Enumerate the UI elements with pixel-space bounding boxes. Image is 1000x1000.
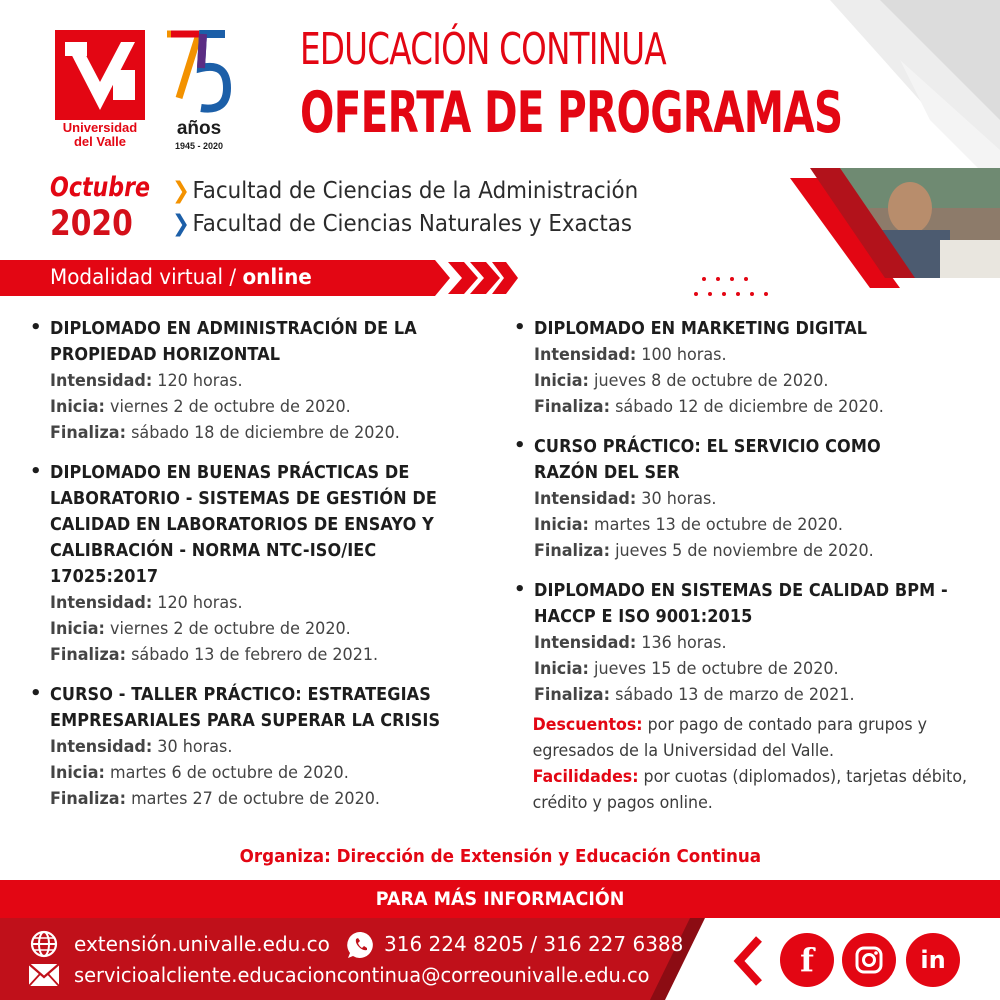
program-end: Finaliza: sábado 13 de marzo de 2021. — [534, 685, 855, 705]
modality-text — [50, 265, 312, 289]
modality-online: online — [242, 265, 312, 289]
globe-icon — [30, 930, 58, 958]
program-start: Inicia: viernes 2 de octubre de 2020. — [50, 619, 351, 639]
instagram-glyph — [854, 945, 884, 975]
bullet-icon: • — [514, 317, 526, 338]
chevron-right-icon: ❯ — [172, 178, 190, 204]
program-start: Inicia: jueves 8 de octubre de 2020. — [534, 371, 829, 391]
date-month: Octubre — [50, 172, 151, 203]
title-oferta-programas: OFERTA DE PROGRAMAS — [300, 80, 843, 146]
whatsapp-icon — [346, 930, 376, 960]
program-intensity: Intensidad: 120 horas. — [50, 371, 243, 391]
program-intensity: Intensidad: 30 horas. — [534, 489, 717, 509]
instagram-icon[interactable] — [842, 933, 896, 987]
bullet-icon: • — [30, 317, 42, 338]
faculty-name-2: Facultad de Ciencias Naturales y Exactas — [192, 211, 633, 237]
program-title: CURSO PRÁCTICO: EL SERVICIO COMO RAZÓN DEL SER — [534, 437, 881, 483]
program-item — [514, 316, 984, 420]
program-intensity: Intensidad: 100 horas. — [534, 345, 727, 365]
discounts-note — [514, 712, 979, 764]
program-title: DIPLOMADO EN MARKETING DIGITAL — [534, 319, 868, 339]
bullet-icon: • — [30, 461, 42, 482]
program-item — [30, 682, 490, 812]
program-end: Finaliza: sábado 12 de diciembre de 2020. — [534, 397, 884, 417]
chevron-right-icon: ❯ — [172, 211, 190, 237]
chevron-left-icon — [733, 935, 765, 987]
organizer-line: Organiza: Dirección de Extensión y Educación Continua — [239, 846, 761, 867]
phone-numbers[interactable]: 316 224 8205 / 316 227 6388 — [384, 932, 684, 956]
bullet-icon: • — [514, 435, 526, 456]
program-start: Inicia: martes 13 de octubre de 2020. — [534, 515, 843, 535]
universidad-del-valle-logo — [55, 30, 145, 150]
program-title: DIPLOMADO EN SISTEMAS DE CALIDAD BPM - HACCP E ISO 9001:2015 — [534, 581, 948, 627]
linkedin-icon[interactable]: in — [906, 933, 960, 987]
date-year: 2020 — [50, 204, 133, 244]
website-link[interactable]: extensión.univalle.edu.co — [74, 932, 330, 956]
modality-prefix: Modalidad virtual / — [50, 265, 243, 289]
program-end: Finaliza: sábado 13 de febrero de 2021. — [50, 645, 379, 665]
program-title: CURSO - TALLER PRÁCTICO: ESTRATEGIAS EMPRESARIALES PARA SUPERAR LA CRISIS — [50, 685, 441, 731]
program-start: Inicia: jueves 15 de octubre de 2020. — [534, 659, 839, 679]
program-intensity: Intensidad: 30 horas. — [50, 737, 233, 757]
discounts-label: Descuentos: — [532, 715, 643, 735]
mail-icon — [28, 963, 60, 987]
program-intensity: Intensidad: 136 horas. — [534, 633, 727, 653]
program-title: DIPLOMADO EN ADMINISTRACIÓN DE LA PROPIEDAD HORIZONTAL — [50, 319, 417, 365]
program-item — [514, 578, 984, 708]
program-title: DIPLOMADO EN BUENAS PRÁCTICAS DE LABORATORIO - SISTEMAS DE GESTIÓN DE CALIDAD EN LABORATORIOS DE ENSAYO Y CALIBRACIÓN - NORMA NTC-ISO/IEC 17025:2017 — [50, 463, 437, 587]
facilities-note — [514, 764, 979, 816]
more-info-label: PARA MÁS INFORMACIÓN — [375, 888, 625, 910]
students-photo — [790, 168, 1000, 298]
logo-text-line1: Universidad — [62, 120, 138, 135]
program-item — [30, 460, 490, 668]
program-start: Inicia: viernes 2 de octubre de 2020. — [50, 397, 351, 417]
program-intensity: Intensidad: 120 horas. — [50, 593, 243, 613]
faculty-name-1: Facultad de Ciencias de la Administración — [192, 178, 639, 204]
program-start: Inicia: martes 6 de octubre de 2020. — [50, 763, 349, 783]
facebook-icon[interactable]: f — [780, 933, 834, 987]
program-item — [514, 434, 984, 564]
75-years-logo — [165, 28, 240, 153]
faculty-line-2 — [172, 211, 632, 237]
faculty-line-1 — [172, 178, 638, 204]
program-item — [30, 316, 490, 446]
programs-left-column — [30, 316, 490, 826]
bullet-icon: • — [30, 683, 42, 704]
logo-text-line2: del Valle — [73, 134, 127, 149]
program-end: Finaliza: jueves 5 de noviembre de 2020. — [534, 541, 874, 561]
discounts-text: por pago de contado para grupos y egresados de la Universidad del Valle. — [532, 715, 927, 761]
bullet-icon: • — [514, 579, 526, 600]
program-end: Finaliza: martes 27 de octubre de 2020. — [50, 789, 381, 809]
anniversary-years: 1945 - 2020 — [174, 141, 224, 151]
program-end: Finaliza: sábado 18 de diciembre de 2020. — [50, 423, 400, 443]
title-educacion-continua: EDUCACIÓN CONTINUA — [300, 24, 666, 75]
programs-right-column — [514, 316, 984, 816]
decorative-dots — [690, 274, 780, 300]
email-link[interactable]: servicioalcliente.educacioncontinua@correounivalle.edu.co — [74, 963, 650, 987]
facilities-text: por cuotas (diplomados), tarjetas débito, crédito y pagos online. — [532, 767, 968, 813]
facilities-label: Facilidades: — [532, 767, 639, 787]
anniversary-label: años — [176, 118, 222, 139]
